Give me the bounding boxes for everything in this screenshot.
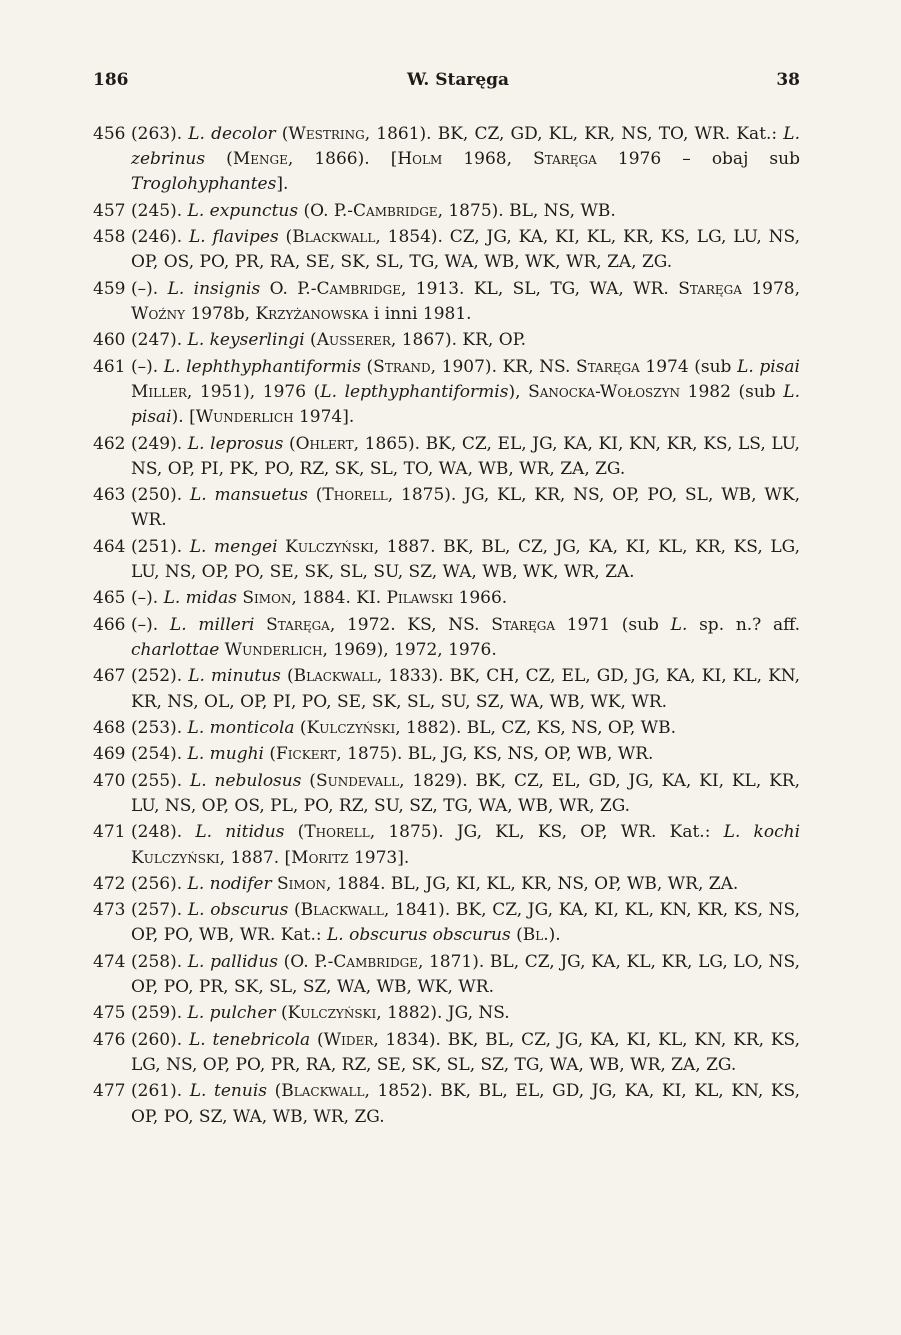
entry-text-segment: (254). xyxy=(131,744,188,765)
entry-text xyxy=(131,586,800,611)
author-name: Wunderlich xyxy=(195,407,294,428)
entry-text-segment: ( xyxy=(275,1003,288,1024)
entry-text-segment: (250). xyxy=(131,485,190,506)
species-entry xyxy=(93,950,800,1000)
entry-text-segment: , 1854). CZ, JG, KA, KI, KL, KR, KS, LG, LU, NS, OP, OS, PO, PR, RA, SE, SK, SL, TG, WA, WB, WK, WR, ZA, ZG. xyxy=(131,227,800,273)
entry-text-segment: , 1865). BK, CZ, EL, JG, KA, KI, KN, KR, KS, LS, LU, NS, OP, PI, PK, PO, RZ, SK, SL, TO, WA, WB, WR, ZA, ZG. xyxy=(131,433,800,479)
author-name: Blackwall xyxy=(300,900,384,921)
author-name: Simon xyxy=(242,588,292,609)
entry-text-segment: (259). xyxy=(131,1003,188,1024)
entry-number: 472 xyxy=(93,873,126,894)
entry-text-segment: ( xyxy=(275,124,289,144)
author-name: Cambridge xyxy=(333,951,418,972)
entry-number: 456 xyxy=(93,124,126,144)
species-entry xyxy=(93,742,800,767)
entry-text-segment: ( xyxy=(283,433,296,454)
entry-text-segment: , 1867). KR, OP. xyxy=(390,330,527,351)
entry-text xyxy=(131,122,800,198)
entry-text-segment: sp. n.? aff. xyxy=(687,614,801,635)
entry-text-segment: (O. P.- xyxy=(298,200,354,221)
species-entry xyxy=(93,664,800,714)
entry-text-segment: ( xyxy=(205,149,233,170)
entry-text xyxy=(131,483,800,533)
author-name: Pilawski xyxy=(386,588,454,609)
taxon-name: L. mansuetus xyxy=(189,485,308,506)
entry-text xyxy=(131,225,800,275)
author-name: Staręga xyxy=(533,149,597,170)
taxon-name: L. monticola xyxy=(187,717,295,738)
entry-text xyxy=(131,1079,800,1129)
taxon-name: L. insignis xyxy=(167,278,261,299)
taxon-name: L. xyxy=(670,614,688,635)
entry-text xyxy=(131,432,800,482)
author-name: Miller xyxy=(131,381,187,402)
entry-text-segment: (–). xyxy=(131,356,164,377)
entry-text xyxy=(131,664,800,714)
entry-text-segment: , 1833). BK, CH, CZ, EL, GD, JG, KA, KI, KL, KN, KR, NS, OL, OP, PI, PO, SE, SK, SL, SU, SZ, WA, WB, WK, WR. xyxy=(131,666,800,712)
species-entry xyxy=(93,277,800,327)
entry-text-segment: (251). xyxy=(131,536,190,557)
entry-text-segment: , 1866). [ xyxy=(287,149,398,170)
author-name: Fickert xyxy=(276,744,337,765)
entry-number: 474 xyxy=(93,951,126,972)
author-name: Wunderlich xyxy=(224,639,323,660)
entry-number: 477 xyxy=(93,1081,126,1102)
taxon-name: L. kochi xyxy=(723,822,801,843)
species-entry xyxy=(93,1028,800,1078)
entry-number: 457 xyxy=(93,200,126,221)
taxon-name: L. mengei xyxy=(189,536,278,557)
taxon-name: L. obscurus obscurus xyxy=(326,925,511,946)
entry-text-segment: ). [ xyxy=(171,407,196,428)
species-entry xyxy=(93,122,800,198)
author-name: Staręga xyxy=(491,614,556,635)
entry-text-segment: (260). xyxy=(131,1029,189,1050)
taxon-name: L. pulcher xyxy=(187,1003,276,1024)
taxon-name: L. lepthyphantiformis xyxy=(320,381,509,402)
author-name: Krzyżanowska xyxy=(255,303,369,324)
entry-text-segment: 1966. xyxy=(453,588,508,609)
species-entry xyxy=(93,328,800,353)
entry-text-segment: , 1907). KR, NS. xyxy=(430,356,577,377)
entry-text-segment: 1978, xyxy=(741,278,800,299)
running-header xyxy=(93,64,800,94)
author-name: Holm xyxy=(397,149,443,170)
entry-text-segment: (247). xyxy=(131,330,188,351)
entry-text-segment: , 1861). BK, CZ, GD, KL, KR, NS, TO, WR. Kat.: xyxy=(364,124,784,144)
entry-text-segment: , 1913. KL, SL, TG, WA, WR. xyxy=(400,278,679,299)
taxon-name: L. flavipes xyxy=(188,227,279,248)
entry-text-segment: , 1887. [ xyxy=(219,847,292,868)
entry-text xyxy=(131,1028,800,1078)
author-name: Blackwall xyxy=(281,1081,365,1102)
running-head-author: W. Staręga xyxy=(406,70,510,90)
author-name: Wider xyxy=(323,1029,374,1050)
taxon-name: L. nodifer xyxy=(187,873,272,894)
entry-text-segment: , 1972. KS, NS. xyxy=(329,614,492,635)
taxon-name: L. pisai xyxy=(737,356,800,377)
entry-text-segment: ( xyxy=(284,822,305,843)
author-name: Kulczyński xyxy=(287,1003,377,1024)
entry-text-segment: ( xyxy=(360,356,374,377)
entry-text-segment: ). xyxy=(548,925,561,946)
author-name: Staręga xyxy=(576,356,640,377)
entry-text-segment: , 1852). BK, BL, EL, GD, JG, KA, KI, KL, KN, KS, OP, PO, SZ, WA, WB, WR, ZG. xyxy=(131,1081,800,1127)
author-name: Kulczyński xyxy=(306,717,396,738)
entry-text-segment: (253). xyxy=(131,717,188,738)
entry-text-segment: (255). xyxy=(131,770,190,791)
entry-number: 473 xyxy=(93,900,126,921)
species-list xyxy=(93,122,800,1131)
species-entry xyxy=(93,483,800,533)
entry-number: 471 xyxy=(93,822,126,843)
entry-text-segment: ( xyxy=(307,485,323,506)
entry-text-segment: 1973]. xyxy=(348,847,410,868)
species-entry xyxy=(93,355,800,431)
author-name: Staręga xyxy=(678,278,742,299)
species-entry xyxy=(93,199,800,224)
entry-text xyxy=(131,355,800,431)
entry-text xyxy=(131,277,800,327)
entry-number: 467 xyxy=(93,666,126,687)
author-name: Moritz xyxy=(291,847,349,868)
entry-number: 476 xyxy=(93,1029,126,1050)
entry-text-segment: (252). xyxy=(131,666,189,687)
taxon-name: L. mughi xyxy=(187,744,264,765)
entry-number: 463 xyxy=(93,485,126,506)
species-entry xyxy=(93,872,800,897)
entry-text-segment: , 1834). BK, BL, CZ, JG, KA, KI, KL, KN, KR, KS, LG, NS, OP, PO, PR, RA, RZ, SE, SK, SL, SZ, TG, WA, WB, WR, ZA, ZG. xyxy=(131,1029,801,1076)
page-number: 186 xyxy=(93,70,129,90)
taxon-name: L. nitidus xyxy=(195,822,285,843)
entry-text-segment: , 1875). JG, KL, KS, OP, WR. Kat.: xyxy=(369,822,724,843)
entry-text-segment xyxy=(254,615,266,635)
entry-text-segment: 1974 (sub xyxy=(639,356,738,377)
taxon-name: L. midas xyxy=(163,588,237,609)
taxon-name: L. obscurus xyxy=(187,900,289,921)
entry-text-segment: (O. P.- xyxy=(278,951,334,972)
entry-text xyxy=(131,820,800,870)
entry-text-segment: 1974]. xyxy=(293,407,355,428)
author-name: Bl. xyxy=(522,925,549,946)
entry-text-segment: ]. xyxy=(276,174,289,195)
taxon-name: L. milleri xyxy=(169,614,255,635)
species-entry xyxy=(93,586,800,611)
entry-text-segment: 1982 (sub xyxy=(680,381,784,402)
entry-text-segment xyxy=(278,537,286,557)
entry-text-segment: ( xyxy=(280,666,294,687)
species-entry xyxy=(93,898,800,948)
author-name: Simon xyxy=(277,873,327,894)
taxon-name: Troglohyphantes xyxy=(131,174,277,195)
entry-text xyxy=(131,716,800,741)
entry-text-segment: (–). xyxy=(131,614,170,635)
entry-text-segment: 1971 (sub xyxy=(555,614,671,635)
entry-text-segment: 1978b, xyxy=(185,303,256,324)
entry-number: 464 xyxy=(93,536,126,557)
entry-text-segment: O. P.- xyxy=(260,278,317,299)
taxon-name: L. zebrinus xyxy=(131,124,800,170)
species-entry xyxy=(93,716,800,741)
species-entry xyxy=(93,769,800,819)
entry-text xyxy=(131,613,800,663)
entry-text xyxy=(131,328,800,353)
author-name: Thorell xyxy=(322,485,388,506)
entry-number: 468 xyxy=(93,717,126,738)
author-name: Thorell xyxy=(304,822,370,843)
taxon-name: L. pisai xyxy=(131,381,800,428)
entry-text-segment: 1968, xyxy=(442,149,534,170)
taxon-name: L. pallidus xyxy=(187,951,278,972)
author-name: Menge xyxy=(232,149,288,170)
entry-number: 462 xyxy=(93,433,126,454)
taxon-name: L. keyserlingi xyxy=(187,330,305,351)
entry-text-segment: , 1951), 1976 ( xyxy=(186,381,321,402)
entry-number: 466 xyxy=(93,614,126,635)
entry-text-segment: (245). xyxy=(131,200,188,221)
taxon-name: L. leprosus xyxy=(187,433,284,454)
entry-text-segment: (249). xyxy=(131,433,188,454)
entry-text-segment: (–). xyxy=(131,588,164,609)
entry-text-segment: 1976 – obaj sub xyxy=(596,149,800,170)
entry-text-segment: ( xyxy=(304,330,317,351)
author-name: Staręga xyxy=(266,614,330,635)
author-name: Westring xyxy=(288,124,365,144)
taxon-name: L. minutus xyxy=(188,666,281,687)
entry-text-segment: i inni 1981. xyxy=(368,303,472,324)
taxon-name: charlottae xyxy=(131,639,220,660)
taxon-name: L. tenebricola xyxy=(188,1029,311,1050)
entry-text xyxy=(131,742,800,767)
species-entry xyxy=(93,225,800,275)
author-name: Sanocka-Wołoszyn xyxy=(528,381,681,402)
entry-text-segment: (258). xyxy=(131,951,188,972)
author-name: Kulczyński xyxy=(131,847,220,868)
entry-text-segment: (–). xyxy=(131,278,168,299)
volume-number: 38 xyxy=(776,70,800,90)
entry-text-segment: , 1875). BL, JG, KS, NS, OP, WB, WR. xyxy=(336,744,654,765)
entry-text-segment: ( xyxy=(510,925,523,946)
entry-number: 461 xyxy=(93,356,126,377)
entry-text-segment: , 1875). BL, NS, WB. xyxy=(437,200,616,221)
taxon-name: L. nebulosus xyxy=(189,770,302,791)
author-name: Strand xyxy=(373,356,431,377)
entry-text-segment: ( xyxy=(278,227,293,248)
taxon-name: L. expunctus xyxy=(187,200,299,221)
species-entry xyxy=(93,1079,800,1129)
entry-text-segment: (263). xyxy=(131,124,189,144)
entry-text-segment: (256). xyxy=(131,873,188,894)
entry-number: 459 xyxy=(93,278,126,299)
entry-text xyxy=(131,1001,800,1026)
entry-text xyxy=(131,535,800,585)
entry-number: 475 xyxy=(93,1003,126,1024)
entry-text-segment: ( xyxy=(310,1029,324,1050)
entry-text xyxy=(131,199,800,224)
author-name: Ohlert xyxy=(295,433,354,454)
entry-number: 469 xyxy=(93,744,126,765)
entry-text-segment: ( xyxy=(288,900,301,921)
entry-text-segment: (261). xyxy=(131,1081,190,1102)
author-name: Ausserer xyxy=(316,330,391,351)
entry-number: 460 xyxy=(93,330,126,351)
species-entry xyxy=(93,535,800,585)
species-entry xyxy=(93,1001,800,1026)
entry-text xyxy=(131,898,800,948)
entry-number: 465 xyxy=(93,588,126,609)
entry-text-segment: , 1875). JG, KL, KR, NS, OP, PO, SL, WB, WK, WR. xyxy=(131,485,800,531)
entry-text-segment: , 1882). BL, CZ, KS, NS, OP, WB. xyxy=(395,717,677,738)
entry-text-segment: ( xyxy=(267,1081,282,1102)
entry-text-segment: ( xyxy=(263,744,277,765)
entry-text-segment: (248). xyxy=(131,822,196,843)
entry-number: 458 xyxy=(93,227,126,248)
entry-text-segment: , 1882). JG, NS. xyxy=(376,1003,510,1024)
species-entry xyxy=(93,613,800,663)
author-name: Blackwall xyxy=(292,227,376,248)
entry-text-segment: , 1884. BL, JG, KI, KL, KR, NS, OP, WB, WR, ZA. xyxy=(326,873,739,894)
taxon-name: L. lephthyphantiformis xyxy=(163,356,361,377)
entry-text-segment: ), xyxy=(508,381,529,402)
entry-text-segment: , 1871). BL, CZ, JG, KA, KL, KR, LG, LO, NS, OP, PO, PR, SK, SL, SZ, WA, WB, WK, WR. xyxy=(131,951,800,998)
entry-text-segment: , 1841). BK, CZ, JG, KA, KI, KL, KN, KR, KS, NS, OP, PO, WB, WR. Kat.: xyxy=(131,900,800,946)
entry-number: 470 xyxy=(93,770,126,791)
entry-text xyxy=(131,950,800,1000)
entry-text-segment: , 1829). BK, CZ, EL, GD, JG, KA, KI, KL, KR, LU, NS, OP, OS, PL, PO, RZ, SU, SZ, TG, WA, WB, WR, ZG. xyxy=(131,770,800,816)
entry-text-segment: ( xyxy=(301,770,316,791)
author-name: Blackwall xyxy=(293,666,377,687)
author-name: Woźny xyxy=(131,303,186,324)
taxon-name: L. decolor xyxy=(188,124,276,144)
entry-text xyxy=(131,769,800,819)
entry-text-segment: ( xyxy=(294,717,307,738)
author-name: Cambridge xyxy=(316,278,401,299)
entry-text-segment: , 1969), 1972, 1976. xyxy=(322,639,497,660)
taxon-name: L. tenuis xyxy=(189,1081,267,1102)
entry-text xyxy=(131,872,800,897)
entry-text-segment: (246). xyxy=(131,227,189,248)
species-entry xyxy=(93,820,800,870)
entry-text-segment: , 1887. BK, BL, CZ, JG, KA, KI, KL, KR, KS, LG, LU, NS, OP, PO, SE, SK, SL, SU, SZ, WA, WB, WK, WR, ZA. xyxy=(131,536,800,582)
author-name: Cambridge xyxy=(353,200,438,221)
entry-text-segment: , 1884. KI. xyxy=(291,588,387,609)
species-entry xyxy=(93,432,800,482)
entry-text-segment: (257). xyxy=(131,900,188,921)
author-name: Sundevall xyxy=(315,770,400,791)
author-name: Kulczyński xyxy=(285,536,374,557)
